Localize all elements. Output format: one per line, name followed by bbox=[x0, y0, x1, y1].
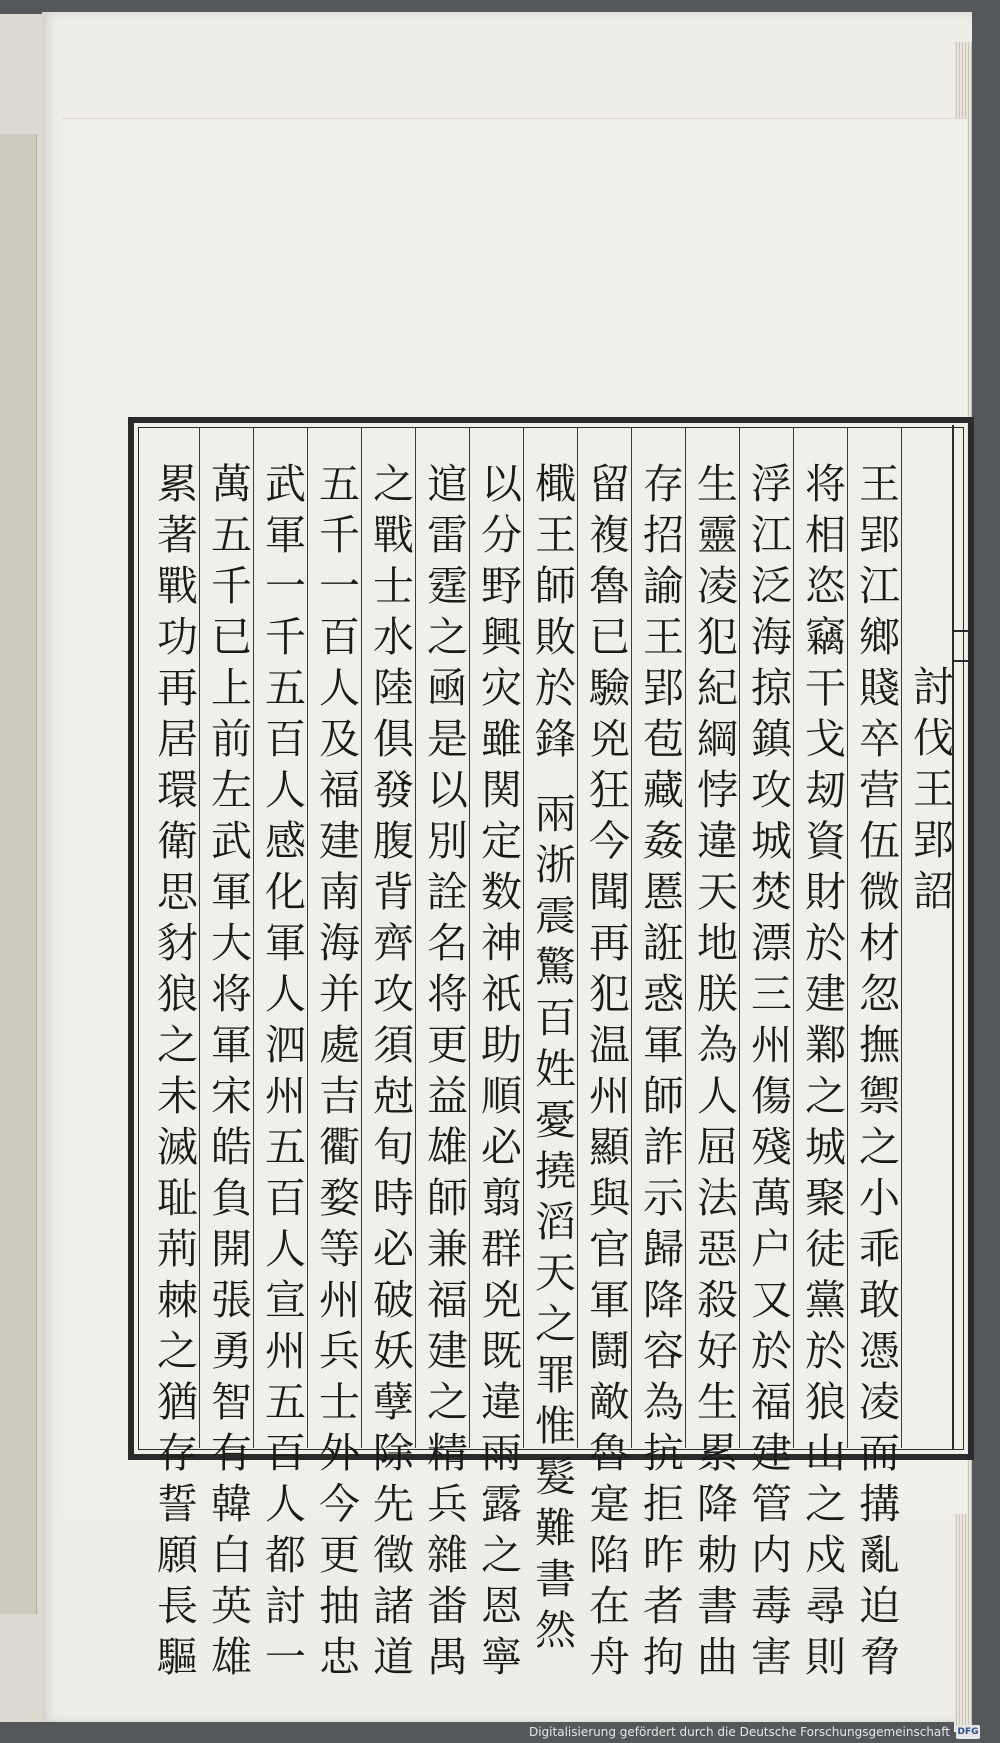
center-strip bbox=[952, 425, 964, 1450]
column-divider bbox=[307, 428, 308, 1448]
column-divider bbox=[361, 428, 362, 1448]
fishtail-mark bbox=[954, 630, 974, 662]
text-column: 逭雷霆之凾是以別詮名将更益雄師兼福建之精兵雜畨禺 bbox=[420, 462, 468, 1686]
text-column: 生靈凌犯紀綱悖違天地朕為人屈法惡殺好生累降勅書曲 bbox=[690, 462, 738, 1686]
text-column: 将相恣竊干戈刼資財於建鄴之城聚徒黨於狼山之戍尋則 bbox=[798, 462, 846, 1686]
document-title: 討伐王郢詔 bbox=[906, 665, 954, 920]
text-column: 存招諭王郢苞藏姦慝誑惑軍師詐示歸降容為抗拒昨者拘 bbox=[636, 462, 684, 1686]
column-divider bbox=[739, 428, 740, 1448]
column-divider bbox=[901, 428, 902, 1448]
column-divider bbox=[793, 428, 794, 1448]
text-column: 累著戰功再居環衛思豺狼之未滅耻荊棘之猶存誓願長驅 bbox=[150, 462, 198, 1686]
text-column: 武軍一千五百人感化軍人泗州五百人宣州五百人都討一 bbox=[258, 462, 306, 1686]
column-divider bbox=[577, 428, 578, 1448]
left-page-edge bbox=[0, 14, 48, 1722]
text-column: 王郢江鄉賤卒营伍微材忽撫禦之小乖敢憑凌而搆亂迫脅 bbox=[852, 462, 900, 1686]
text-column: 以分野興灾雖関定数神祇助順必翦群兇既違雨露之恩寧 bbox=[474, 462, 522, 1686]
text-column: 萬五千已上前左武軍大将軍宋皓負開張勇智有韓白英雄 bbox=[204, 462, 252, 1686]
footer-text: Digitalisierung gefördert durch die Deutsche Forschungsgemeinschaft bbox=[528, 1725, 950, 1739]
column-divider bbox=[685, 428, 686, 1448]
dfg-logo-icon: DFG bbox=[957, 1727, 979, 1737]
column-divider bbox=[847, 428, 848, 1448]
text-column: 五千一百人及福建南海并處吉衢婺等州兵士外今更抽忠 bbox=[312, 462, 360, 1686]
column-divider bbox=[253, 428, 254, 1448]
text-column: 浮江泛海掠鎮攻城焚漂三州傷殘萬户又於福建管内毒害 bbox=[744, 462, 792, 1686]
column-divider bbox=[523, 428, 524, 1448]
column-divider bbox=[469, 428, 470, 1448]
column-divider bbox=[631, 428, 632, 1448]
text-column: 之戰士水陸俱發腹背齊攻須尅旬時必破妖孽除先徵諸道 bbox=[366, 462, 414, 1686]
text-column: 留複魯已驗兇狂今聞再犯温州顯與官軍鬪敵魯寔陷在舟 bbox=[582, 462, 630, 1686]
text-column-tail: 兩浙震驚百姓憂撓滔天之罪惟髮難書然 bbox=[528, 792, 576, 1659]
column-divider bbox=[199, 428, 200, 1448]
column-divider bbox=[415, 428, 416, 1448]
text-column: 檝王師敗於鋒 bbox=[528, 462, 576, 768]
left-page-fold bbox=[0, 134, 37, 1614]
footer-credit bbox=[529, 1725, 980, 1739]
